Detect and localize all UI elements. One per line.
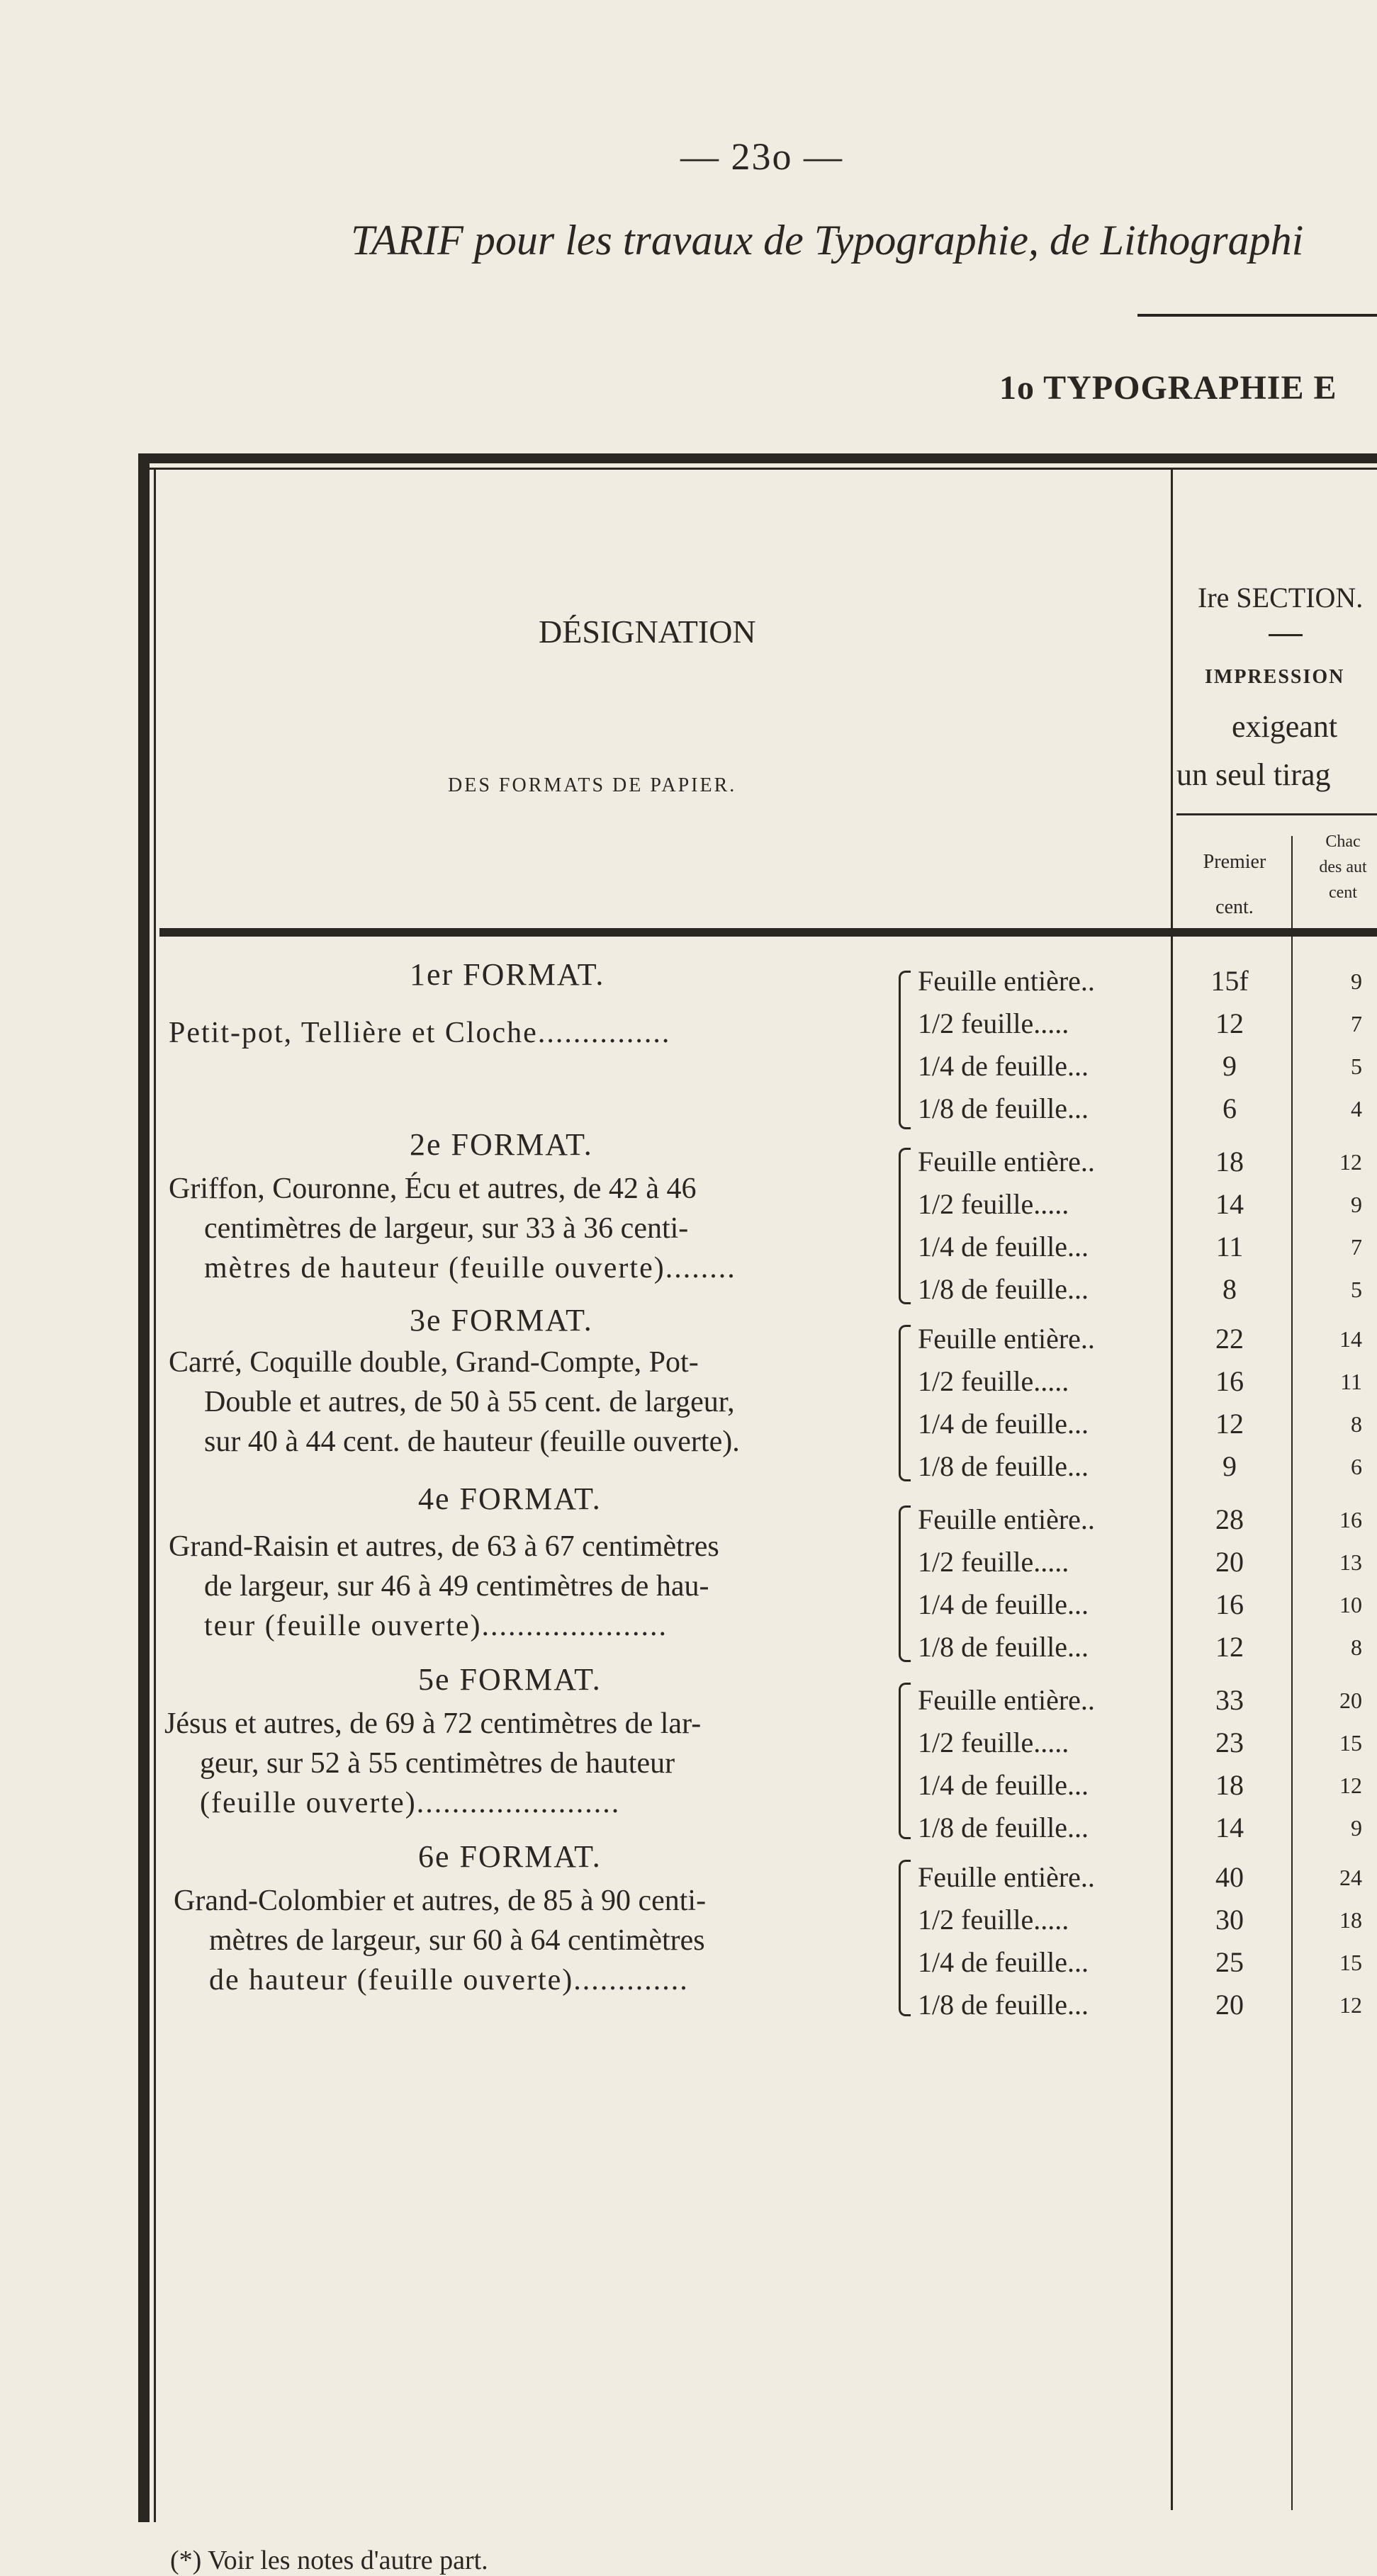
price-chacun: 9 — [1351, 968, 1362, 994]
format-description-line: Double et autres, de 50 à 55 cent. de largeur, — [204, 1386, 735, 1418]
size-full: Feuille entière.. — [918, 1503, 1095, 1535]
format-description-line: de hauteur (feuille ouverte)............. — [209, 1964, 689, 1996]
size-quarter: 1/4 de feuille... — [918, 1588, 1089, 1620]
column-separator-2 — [1291, 836, 1293, 2510]
price-chacun: 15 — [1339, 1950, 1362, 1975]
price-chacun: 5 — [1351, 1053, 1362, 1079]
price-chacun-list — [1313, 1679, 1362, 1849]
format-heading: 3e FORMAT. — [410, 1303, 593, 1338]
price-premier: 12 — [1215, 1408, 1244, 1440]
price-premier: 20 — [1215, 1546, 1244, 1578]
price-chacun: 12 — [1339, 1992, 1362, 2018]
size-eighth: 1/8 de feuille... — [918, 1273, 1089, 1305]
size-quarter: 1/4 de feuille... — [918, 1050, 1089, 1082]
size-quarter: 1/4 de feuille... — [918, 1946, 1089, 1978]
price-chacun: 8 — [1351, 1411, 1362, 1437]
format-description-line: geur, sur 52 à 55 centimètres de hauteur — [200, 1747, 675, 1780]
price-chacun: 11 — [1340, 1369, 1362, 1394]
format-description-line: Carré, Coquille double, Grand-Compte, Pot- — [169, 1346, 699, 1379]
size-half: 1/2 feuille..... — [918, 1546, 1069, 1578]
format-description-line: Griffon, Couronne, Écu et autres, de 42 à 46 — [169, 1173, 697, 1205]
format-heading: 6e FORMAT. — [418, 1839, 602, 1874]
section-tirage: un seul tirag — [1176, 757, 1331, 792]
format-description — [169, 1343, 740, 1462]
size-full: Feuille entière.. — [918, 1323, 1095, 1355]
page-number: — 23o — — [680, 135, 843, 178]
format-description-line: mètres de largeur, sur 60 à 64 centimètres — [209, 1924, 705, 1957]
designation-subheading: DES FORMATS DE PAPIER. — [448, 774, 737, 796]
price-chacun-list — [1313, 960, 1362, 1130]
column-premier-label: Premier — [1203, 851, 1266, 873]
format-description — [174, 1881, 706, 2000]
price-chacun: 4 — [1351, 1096, 1362, 1122]
brace — [899, 1148, 911, 1304]
format-description-line: Petit-pot, Tellière et Cloche............... — [169, 1017, 671, 1049]
price-chacun: 6 — [1351, 1454, 1362, 1479]
price-chacun-list — [1313, 1856, 1362, 2026]
size-list — [918, 960, 1095, 1130]
price-chacun: 20 — [1339, 1688, 1362, 1713]
price-premier-list — [1191, 1856, 1269, 2026]
footnote: (*) Voir les notes d'autre part. — [170, 2546, 488, 2575]
price-premier-list — [1191, 1141, 1269, 1311]
price-premier-list — [1191, 1498, 1269, 1668]
section-label: Ire SECTION. — [1198, 582, 1364, 614]
format-description — [169, 1169, 736, 1288]
price-premier: 22 — [1215, 1323, 1244, 1355]
price-premier: 25 — [1215, 1946, 1244, 1978]
size-eighth: 1/8 de feuille... — [918, 1631, 1089, 1663]
format-description-line: centimètres de largeur, sur 33 à 36 centi- — [204, 1212, 689, 1245]
format-description — [169, 1013, 670, 1053]
size-eighth: 1/8 de feuille... — [918, 1450, 1089, 1482]
format-heading: 2e FORMAT. — [410, 1127, 593, 1162]
format-heading: 5e FORMAT. — [418, 1662, 602, 1697]
price-premier: 20 — [1215, 1989, 1244, 2021]
column-premier-cent — [1185, 840, 1284, 930]
size-list — [918, 1856, 1095, 2026]
format-heading: 1er FORMAT. — [410, 957, 605, 992]
price-chacun: 14 — [1339, 1326, 1362, 1352]
price-premier: 16 — [1215, 1588, 1244, 1620]
size-list — [918, 1498, 1095, 1668]
brace — [899, 1683, 911, 1839]
price-premier: 16 — [1215, 1365, 1244, 1397]
format-heading: 4e FORMAT. — [418, 1481, 602, 1516]
price-premier: 40 — [1215, 1861, 1244, 1893]
size-eighth: 1/8 de feuille... — [918, 1989, 1089, 2021]
column-chacun-sub: des aut — [1319, 858, 1367, 876]
price-premier: 9 — [1223, 1450, 1237, 1482]
section-exigeant: exigeant — [1232, 709, 1338, 744]
size-eighth: 1/8 de feuille... — [918, 1812, 1089, 1843]
price-chacun: 13 — [1339, 1549, 1362, 1575]
format-description-line: (feuille ouverte)....................... — [200, 1787, 621, 1819]
price-premier: 28 — [1215, 1503, 1244, 1535]
column-chacun-label: Chac — [1325, 832, 1361, 851]
price-premier: 8 — [1223, 1273, 1237, 1305]
size-list — [918, 1318, 1095, 1488]
title-rule — [1137, 314, 1377, 317]
column-separator — [1171, 470, 1173, 2510]
size-half: 1/2 feuille..... — [918, 1365, 1069, 1397]
price-premier: 33 — [1215, 1684, 1244, 1716]
price-premier: 15f — [1210, 965, 1249, 997]
price-premier: 9 — [1223, 1050, 1237, 1082]
table-frame-top-inner — [138, 468, 1377, 470]
table-frame-top — [138, 453, 1377, 463]
format-description-line: mètres de hauteur (feuille ouverte)........ — [204, 1252, 736, 1284]
section-impression: IMPRESSION — [1205, 666, 1345, 688]
table-frame-left — [138, 453, 150, 2522]
price-premier-list — [1191, 1679, 1269, 1849]
price-chacun-list — [1313, 1318, 1362, 1488]
price-chacun-list — [1313, 1498, 1362, 1668]
price-premier: 18 — [1215, 1146, 1244, 1177]
price-chacun: 7 — [1351, 1011, 1362, 1036]
price-premier: 14 — [1215, 1812, 1244, 1843]
price-premier: 12 — [1215, 1007, 1244, 1039]
section-heading: 1o TYPOGRAPHIE E — [999, 369, 1337, 407]
size-half: 1/2 feuille..... — [918, 1727, 1069, 1758]
size-list — [918, 1679, 1095, 1849]
price-chacun: 18 — [1339, 1907, 1362, 1933]
format-description — [169, 1527, 719, 1646]
size-list — [918, 1141, 1095, 1311]
column-premier-unit: cent. — [1215, 896, 1254, 918]
brace — [899, 1860, 911, 2016]
format-description-line: de largeur, sur 46 à 49 centimètres de hau- — [204, 1570, 709, 1603]
page-title: TARIF pour les travaux de Typographie, de Lithographi — [351, 217, 1304, 264]
format-description — [164, 1704, 701, 1823]
price-premier-list — [1191, 1318, 1269, 1488]
brace — [899, 971, 911, 1129]
price-chacun: 5 — [1351, 1277, 1362, 1302]
price-chacun: 9 — [1351, 1192, 1362, 1217]
price-chacun: 7 — [1351, 1234, 1362, 1260]
brace — [899, 1325, 911, 1481]
size-half: 1/2 feuille..... — [918, 1904, 1069, 1936]
price-premier: 6 — [1223, 1092, 1237, 1124]
column-chacun-autres — [1304, 829, 1377, 905]
size-full: Feuille entière.. — [918, 1861, 1095, 1893]
price-premier: 18 — [1215, 1769, 1244, 1801]
price-premier: 11 — [1215, 1231, 1244, 1262]
price-premier: 12 — [1215, 1631, 1244, 1663]
format-description-line: sur 40 à 44 cent. de hauteur (feuille ouverte). — [204, 1425, 740, 1458]
designation-heading: DÉSIGNATION — [539, 614, 756, 650]
format-description-line: Grand-Colombier et autres, de 85 à 90 centi- — [174, 1885, 707, 1917]
price-chacun-list — [1313, 1141, 1362, 1311]
price-chacun: 24 — [1339, 1865, 1362, 1890]
size-half: 1/2 feuille..... — [918, 1007, 1069, 1039]
price-premier: 30 — [1215, 1904, 1244, 1936]
section-sub-rule — [1176, 813, 1377, 815]
price-chacun: 15 — [1339, 1730, 1362, 1756]
size-full: Feuille entière.. — [918, 1146, 1095, 1177]
price-premier: 23 — [1215, 1727, 1244, 1758]
brace — [899, 1506, 911, 1662]
price-premier: 14 — [1215, 1188, 1244, 1220]
price-chacun: 10 — [1339, 1592, 1362, 1617]
price-chacun: 12 — [1339, 1149, 1362, 1175]
price-chacun: 12 — [1339, 1773, 1362, 1798]
price-chacun: 9 — [1351, 1815, 1362, 1841]
size-full: Feuille entière.. — [918, 965, 1095, 997]
section-dash — [1269, 634, 1303, 636]
size-full: Feuille entière.. — [918, 1684, 1095, 1716]
size-quarter: 1/4 de feuille... — [918, 1231, 1089, 1262]
size-quarter: 1/4 de feuille... — [918, 1408, 1089, 1440]
size-quarter: 1/4 de feuille... — [918, 1769, 1089, 1801]
price-chacun: 16 — [1339, 1507, 1362, 1532]
price-chacun: 8 — [1351, 1634, 1362, 1660]
price-premier-list — [1191, 960, 1269, 1130]
table-frame-left-inner — [154, 470, 156, 2522]
column-chacun-unit: cent — [1329, 883, 1357, 902]
size-eighth: 1/8 de feuille... — [918, 1092, 1089, 1124]
format-description-line: teur (feuille ouverte)..................... — [204, 1610, 668, 1642]
size-half: 1/2 feuille..... — [918, 1188, 1069, 1220]
format-description-line: Grand-Raisin et autres, de 63 à 67 centimètres — [169, 1530, 719, 1563]
format-description-line: Jésus et autres, de 69 à 72 centimètres de lar- — [164, 1707, 702, 1740]
